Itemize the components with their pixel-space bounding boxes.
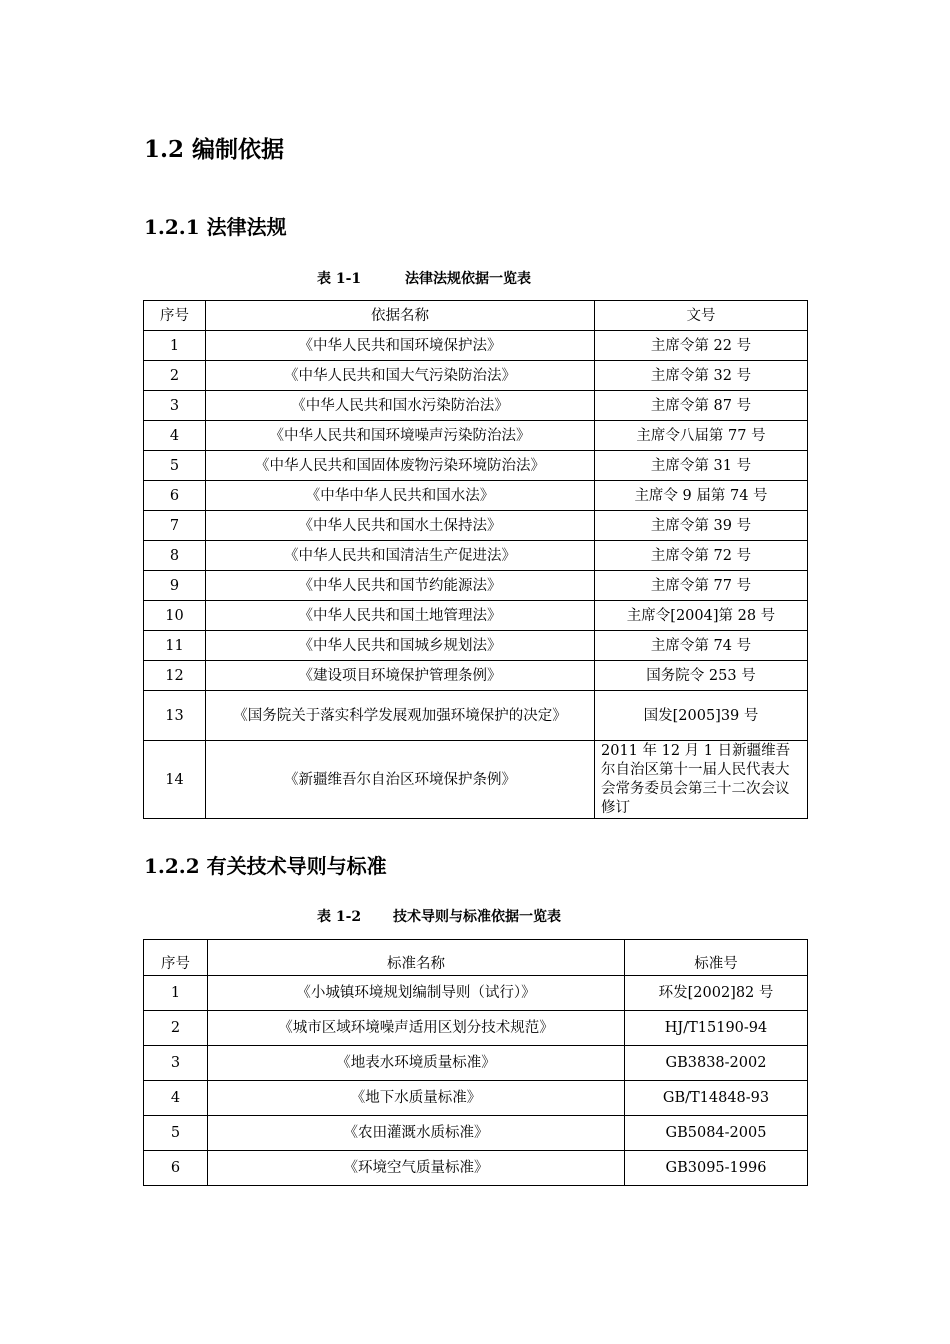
row-no: 10 (144, 601, 206, 631)
table-row (144, 1116, 808, 1151)
row-doc: 国务院令 253 号 (595, 661, 808, 691)
row-name: 《中华人民共和国环境保护法》 (206, 331, 595, 361)
table-header-row (144, 940, 808, 976)
row-no: 7 (144, 511, 206, 541)
table-row (144, 631, 808, 661)
row-no: 14 (144, 741, 206, 819)
column-header-code: 标准号 (625, 940, 808, 976)
row-name: 《中华人民共和国土地管理法》 (206, 601, 595, 631)
table-row (144, 541, 808, 571)
row-name: 《中华人民共和国固体废物污染环境防治法》 (206, 451, 595, 481)
row-no: 6 (144, 481, 206, 511)
row-doc: 主席令第 32 号 (595, 361, 808, 391)
row-name: 《环境空气质量标准》 (208, 1151, 625, 1186)
table-row (144, 361, 808, 391)
row-no: 5 (144, 451, 206, 481)
row-doc: 主席令第 77 号 (595, 571, 808, 601)
row-code: GB3838-2002 (625, 1046, 808, 1081)
column-header-name: 依据名称 (206, 301, 595, 331)
row-name: 《地表水环境质量标准》 (208, 1046, 625, 1081)
row-no: 1 (144, 976, 208, 1011)
row-name: 《中华人民共和国节约能源法》 (206, 571, 595, 601)
row-no: 4 (144, 1081, 208, 1116)
laws-caption-title: 法律法规依据一览表 (405, 271, 531, 287)
column-header-name: 标准名称 (208, 940, 625, 976)
section-title: 1.2 编制依据 (144, 136, 285, 163)
table-row (144, 1081, 808, 1116)
row-doc: 主席令第 74 号 (595, 631, 808, 661)
standards-caption-title: 技术导则与标准依据一览表 (393, 909, 561, 925)
row-no: 13 (144, 691, 206, 741)
table-row (144, 691, 808, 741)
table-row (144, 451, 808, 481)
row-doc: 主席令 9 届第 74 号 (595, 481, 808, 511)
row-no: 5 (144, 1116, 208, 1151)
row-name: 《中华人民共和国清洁生产促进法》 (206, 541, 595, 571)
table-row (144, 511, 808, 541)
row-name: 《中华中华人民共和国水法》 (206, 481, 595, 511)
column-header-no: 序号 (144, 301, 206, 331)
row-doc: 主席令第 39 号 (595, 511, 808, 541)
row-name: 《中华人民共和国水污染防治法》 (206, 391, 595, 421)
row-doc: 主席令八届第 77 号 (595, 421, 808, 451)
row-name: 《地下水质量标准》 (208, 1081, 625, 1116)
row-name: 《中华人民共和国水土保持法》 (206, 511, 595, 541)
row-code: GB5084-2005 (625, 1116, 808, 1151)
row-name: 《建设项目环境保护管理条例》 (206, 661, 595, 691)
row-doc: 主席令[2004]第 28 号 (595, 601, 808, 631)
row-no: 6 (144, 1151, 208, 1186)
table-row (144, 421, 808, 451)
table-row (144, 391, 808, 421)
row-name: 《中华人民共和国大气污染防治法》 (206, 361, 595, 391)
row-no: 12 (144, 661, 206, 691)
table-row (144, 741, 808, 819)
standards-heading: 1.2.2 有关技术导则与标准 (144, 854, 387, 878)
laws-heading: 1.2.1 法律法规 (144, 215, 287, 239)
standards-table (143, 939, 808, 1186)
table-row (144, 331, 808, 361)
row-no: 8 (144, 541, 206, 571)
row-code: GB/T14848-93 (625, 1081, 808, 1116)
table-row (144, 601, 808, 631)
row-doc: 主席令第 22 号 (595, 331, 808, 361)
column-header-no: 序号 (144, 940, 208, 976)
table-row (144, 481, 808, 511)
row-doc: 国发[2005]39 号 (595, 691, 808, 741)
row-name: 《新疆维吾尔自治区环境保护条例》 (206, 741, 595, 819)
row-code: GB3095-1996 (625, 1151, 808, 1186)
row-no: 3 (144, 1046, 208, 1081)
row-no: 2 (144, 1011, 208, 1046)
row-name: 《中华人民共和国环境噪声污染防治法》 (206, 421, 595, 451)
row-doc: 主席令第 87 号 (595, 391, 808, 421)
row-no: 1 (144, 331, 206, 361)
column-header-doc: 文号 (595, 301, 808, 331)
table-row (144, 661, 808, 691)
row-doc: 2011 年 12 月 1 日新疆维吾尔自治区第十一届人民代表大会常务委员会第三十二次会议修订 (595, 741, 808, 819)
table-row (144, 976, 808, 1011)
table-row (144, 1011, 808, 1046)
table-header-row (144, 301, 808, 331)
row-no: 2 (144, 361, 206, 391)
table-row (144, 1151, 808, 1186)
row-name: 《国务院关于落实科学发展观加强环境保护的决定》 (206, 691, 595, 741)
row-no: 4 (144, 421, 206, 451)
row-doc: 主席令第 72 号 (595, 541, 808, 571)
row-code: 环发[2002]82 号 (625, 976, 808, 1011)
row-no: 3 (144, 391, 206, 421)
standards-caption-number: 表 1-2 (317, 909, 362, 925)
row-no: 9 (144, 571, 206, 601)
laws-table (143, 300, 808, 819)
row-no: 11 (144, 631, 206, 661)
table-row (144, 571, 808, 601)
row-doc: 主席令第 31 号 (595, 451, 808, 481)
row-code: HJ/T15190-94 (625, 1011, 808, 1046)
row-name: 《中华人民共和国城乡规划法》 (206, 631, 595, 661)
laws-caption-number: 表 1-1 (317, 271, 362, 287)
table-row (144, 1046, 808, 1081)
row-name: 《城市区域环境噪声适用区划分技术规范》 (208, 1011, 625, 1046)
row-name: 《农田灌溉水质标准》 (208, 1116, 625, 1151)
row-name: 《小城镇环境规划编制导则（试行）》 (208, 976, 625, 1011)
